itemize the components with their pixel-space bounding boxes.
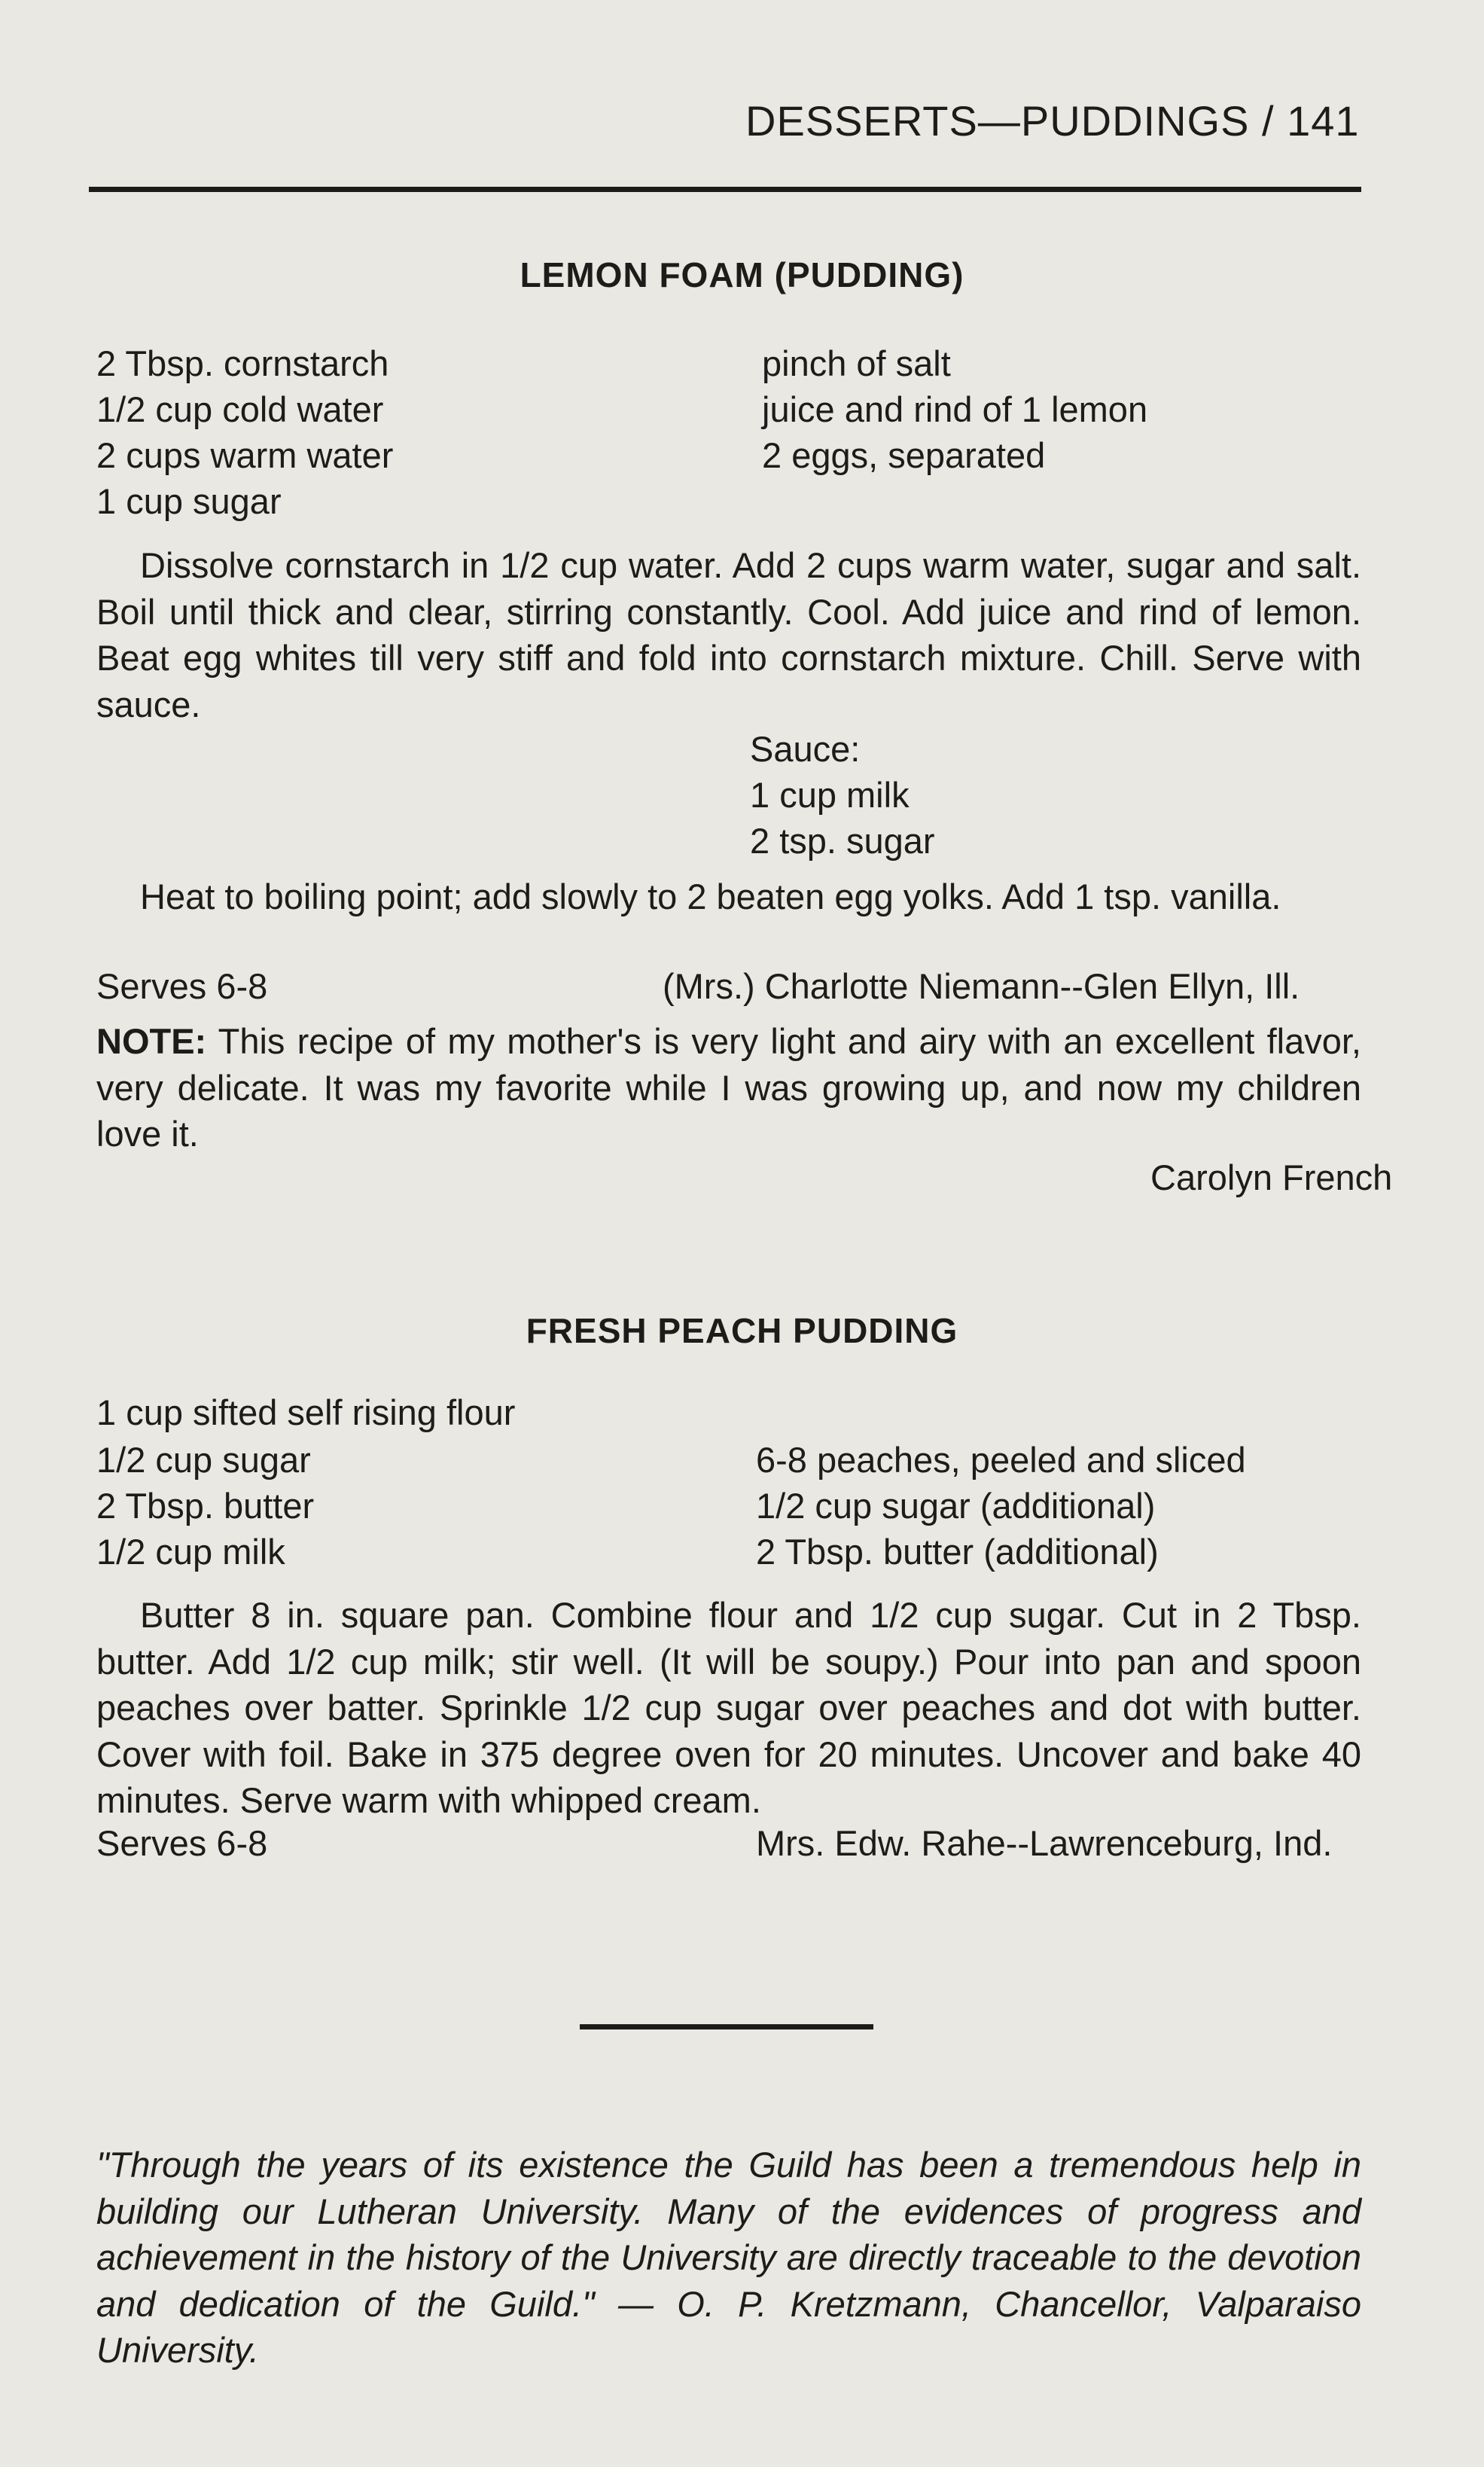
contributor-lemon: (Mrs.) Charlotte Niemann--Glen Ellyn, Ill. <box>663 966 1300 1006</box>
ingredients-left-lemon <box>96 340 393 524</box>
note-block <box>96 1018 1361 1157</box>
serves-peach: Serves 6-8 <box>96 1823 268 1863</box>
ingredient: 6-8 peaches, peeled and sliced <box>756 1440 1246 1480</box>
ingredient: 2 eggs, separated <box>762 435 1046 475</box>
running-head: DESSERTS—PUDDINGS / 141 <box>745 97 1360 145</box>
recipe-title-lemon-foam: LEMON FOAM (PUDDING) <box>520 255 964 294</box>
ingredients-right-peach <box>756 1437 1246 1575</box>
section-divider <box>580 2024 873 2029</box>
sauce-ingredient: 2 tsp. sugar <box>750 821 935 861</box>
ingredient: 2 Tbsp. cornstarch <box>96 343 389 383</box>
serves-lemon: Serves 6-8 <box>96 966 268 1006</box>
ingredient-flour: 1 cup sifted self rising flour <box>96 1392 516 1432</box>
contributor-peach: Mrs. Edw. Rahe--Lawrenceburg, Ind. <box>756 1823 1333 1863</box>
directions-peach <box>96 1592 1361 1824</box>
directions-lemon <box>96 542 1361 727</box>
note-label: NOTE: <box>96 1021 207 1061</box>
note-signature: Carolyn French <box>1150 1157 1393 1197</box>
note-text: This recipe of my mother's is very light and airy with an excellent flavor, very delicate. It was my favorite while I was growing up, and now my children love it. <box>96 1021 1361 1154</box>
ingredient: 2 cups warm water <box>96 435 394 475</box>
directions-text: Dissolve cornstarch in 1/2 cup water. Add 2 cups warm water, sugar and salt. Boil until thick and clear, stirring constantly. Cool. Add juice and rind of lemon. Beat egg whites till very stiff and fold into cornstarch mixture. Chill. Serve with sauce. <box>96 545 1361 724</box>
sauce-label: Sauce: <box>750 729 861 769</box>
recipe-title-fresh-peach: FRESH PEACH PUDDING <box>526 1311 958 1350</box>
ingredients-right-lemon <box>762 340 1147 478</box>
ingredients-left-peach <box>96 1437 314 1575</box>
ingredient: 2 Tbsp. butter (additional) <box>756 1532 1159 1572</box>
header-rule <box>89 187 1361 192</box>
directions-text: Butter 8 in. square pan. Combine flour and 1/2 cup sugar. Cut in 2 Tbsp. butter. Add 1/2 cup milk; stir well. (It will be soupy.) Pour into pan and spoon peaches over batter. Sprinkle 1/2 cup sugar over peaches and dot with butter. Cover with foil. Bake in 375 degree oven for 20 minutes. Uncover and bake 40 minutes. Serve warm with whipped cream. <box>96 1595 1361 1820</box>
ingredient: 1/2 cup milk <box>96 1532 285 1572</box>
sauce-directions-text: Heat to boiling point; add slowly to 2 beaten egg yolks. Add 1 tsp. vanilla. <box>140 877 1281 916</box>
sauce-block <box>750 726 935 864</box>
sauce-directions <box>96 874 1361 920</box>
ingredient: 1/2 cup cold water <box>96 389 384 429</box>
ingredient: 2 Tbsp. butter <box>96 1486 315 1526</box>
ingredient: 1/2 cup sugar (additional) <box>756 1486 1156 1526</box>
ingredient: 1/2 cup sugar <box>96 1440 311 1480</box>
ingredient: pinch of salt <box>762 343 951 383</box>
ingredient: juice and rind of 1 lemon <box>762 389 1148 429</box>
ingredient: 1 cup sugar <box>96 481 282 521</box>
sauce-ingredient: 1 cup milk <box>750 775 910 815</box>
guild-quote: "Through the years of its existence the Guild has been a tremendous help in building our Lutheran University. Many of the evidences of progress and achievement in the history of the University are directly traceable to the devotion and dedication of the Guild." — O. P. Kretzmann, Chancellor, Valparaiso University. <box>96 2145 1361 2370</box>
